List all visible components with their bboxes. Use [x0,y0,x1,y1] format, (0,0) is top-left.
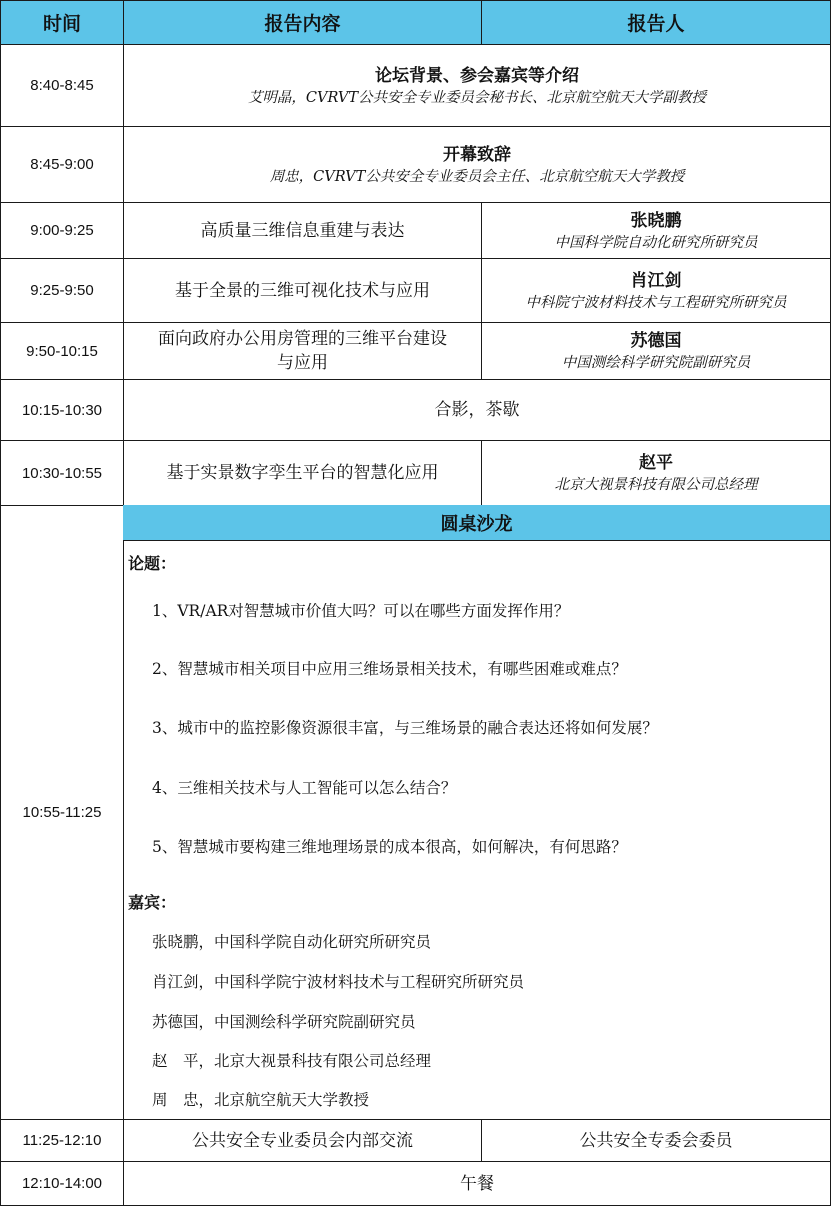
topic-text-line2: 与应用 [277,353,328,373]
agenda-row-opening [123,126,831,203]
topic-text: 基于实景数字孪生平台的智慧化应用 [166,463,439,483]
speaker-cell [481,322,831,380]
topics-label: 论题： [128,554,177,573]
speaker-affiliation: 中国科学院自动化研究所研究员 [554,234,758,251]
talk-topic [123,322,482,380]
topic-item: 4、三维相关技术与人工智能可以怎么结合？ [152,779,457,797]
talk-topic [123,202,482,259]
topic-item: 1、VR/AR对智慧城市价值大吗？可以在哪些方面发挥作用？ [152,602,570,620]
speaker-name: 张晓鹏 [630,210,682,231]
speaker-name: 赵平 [639,453,673,473]
speaker-name: 苏德国 [630,331,682,351]
header-time: 时间 [0,0,124,45]
roundtable-title: 圆桌沙龙 [123,505,830,541]
speaker-cell [481,1119,831,1162]
topic-item: 5、智慧城市要构建三维地理场景的成本很高，如何解决，有何思路？ [152,838,627,856]
header-speaker: 报告人 [481,0,831,45]
time-cell: 10:15-10:30 [0,379,124,441]
time-cell: 8:40-8:45 [0,44,124,127]
speaker-cell [481,440,831,506]
time-cell: 11:25-12:10 [0,1119,124,1162]
talk-topic [123,440,482,506]
lunch-cell [123,1161,831,1206]
talk-topic [123,258,482,323]
time-cell: 10:30-10:55 [0,440,124,506]
session-desc: 周忠，CVRVT公共安全专业委员会主任、北京航空航天大学教授 [269,168,685,185]
guest-item: 赵 平，北京大视景科技有限公司总经理 [152,1052,432,1070]
agenda-row-intro [123,44,831,127]
topic-item: 3、城市中的监控影像资源很丰富，与三维场景的融合表达还将如何发展？ [152,719,658,737]
header-content: 报告内容 [123,0,482,45]
time-cell: 8:45-9:00 [0,126,124,203]
speaker-name: 公共安全专委会委员 [579,1130,733,1151]
speaker-name: 肖江剑 [630,270,682,291]
guest-item: 肖江剑，中国科学院宁波材料技术与工程研究所研究员 [152,973,525,991]
speaker-cell [481,202,831,259]
topic-item: 2、智慧城市相关项目中应用三维场景相关技术，有哪些困难或难点？ [152,660,627,678]
time-cell: 12:10-14:00 [0,1161,124,1206]
topic-text: 公共安全专业委员会内部交流 [192,1130,413,1151]
session-title: 论坛背景、参会嘉宾等介绍 [375,65,579,86]
speaker-affiliation: 北京大视景科技有限公司总经理 [554,477,758,493]
time-cell: 10:55-11:25 [0,505,124,1120]
time-cell: 9:25-9:50 [0,258,124,323]
time-cell: 9:00-9:25 [0,202,124,259]
guests-label: 嘉宾： [128,893,177,912]
time-cell: 9:50-10:15 [0,322,124,380]
break-cell [123,379,831,441]
guest-item: 苏德国，中国测绘科学研究院副研究员 [152,1013,416,1031]
topic-text: 高质量三维信息重建与表达 [200,220,405,241]
guest-item: 张晓鹏，中国科学院自动化研究所研究员 [152,933,432,951]
topic-text: 基于全景的三维可视化技术与应用 [175,280,430,301]
talk-topic [123,1119,482,1162]
break-text: 合影，茶歇 [434,400,520,420]
session-desc: 艾明晶，CVRVT公共安全专业委员会秘书长、北京航空航天大学副教授 [247,89,707,106]
guest-item: 周 忠，北京航空航天大学教授 [152,1091,370,1109]
topic-text-line1: 面向政府办公用房管理的三维平台建设 [158,329,447,349]
speaker-cell [481,258,831,323]
lunch-text: 午餐 [460,1173,494,1194]
speaker-affiliation: 中国测绘科学研究院副研究员 [561,355,751,371]
session-title: 开幕致辞 [443,144,511,165]
speaker-affiliation: 中科院宁波材料技术与工程研究所研究员 [525,294,787,311]
